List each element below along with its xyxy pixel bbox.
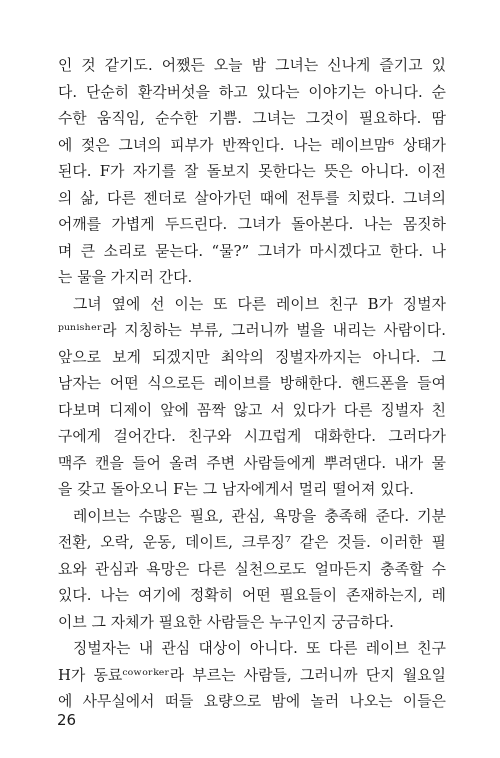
text-line: H가 동료ᶜᵒʷᵒʳᵏᵉʳ라 부르는 사람들, 그러니까 단지 월요일 xyxy=(58,666,446,684)
body-text xyxy=(58,53,446,716)
text-line: 는 물을 가지러 간다. xyxy=(58,269,193,286)
text-line: 에 사무실에서 떠들 요량으로 밤에 놀러 나오는 이들은 xyxy=(58,693,446,710)
text-line: 수한 움직임, 순수한 기쁨. 그녀는 그것이 필요하다. 땀 xyxy=(58,110,446,127)
text-line: 의 삶, 다른 젠더로 살아가던 때에 전투를 치렀다. 그녀의 xyxy=(58,189,446,207)
text-line: 인 것 같기도. 어쨌든 오늘 밤 그녀는 신나게 즐기고 있 xyxy=(58,57,446,74)
text-line: 된다. F가 자기를 잘 돌보지 못한다는 뜻은 아니다. 이전 xyxy=(58,163,446,180)
text-line: 맥주 캔을 들어 올려 주변 사람들에게 뿌려댄다. 내가 물 xyxy=(58,454,446,472)
text-line: 징벌자는 내 관심 대상이 아니다. 또 다른 레이브 친구 xyxy=(73,640,446,657)
text-line: 다. 단순히 환각버섯을 하고 있다는 이야기는 아니다. 순 xyxy=(58,83,446,101)
text-line: 어깨를 가볍게 두드린다. 그녀가 돌아본다. 나는 몸짓하 xyxy=(58,216,446,233)
text-line: 그녀 옆에 선 이는 또 다른 레이브 친구 B가 징벌자 xyxy=(73,295,446,313)
text-line: 다보며 디제이 앞에 꼼짝 않고 서 있다가 다른 징벌자 친 xyxy=(58,401,446,419)
text-line: 전환, 오락, 운동, 데이트, 크루징⁷ 같은 것들. 이러한 필 xyxy=(58,534,446,551)
text-line: ᵖᵘⁿⁱˢʰᵉʳ라 지칭하는 부류, 그러니까 벌을 내리는 사람이다. xyxy=(58,322,446,339)
text-line: 며 큰 소리로 묻는다. “물?” 그녀가 마시겠다고 한다. 나 xyxy=(58,242,446,260)
page-number: 26 xyxy=(57,711,77,729)
text-line: 있다. 나는 여기에 정확히 어떤 필요들이 존재하는지, 레 xyxy=(58,587,446,604)
text-line: 구에게 걸어간다. 친구와 시끄럽게 대화한다. 그러다가 xyxy=(58,428,446,445)
text-line: 에 젖은 그녀의 피부가 반짝인다. 나는 레이브맘⁶ 상태가 xyxy=(58,136,446,154)
text-line: 요와 관심과 욕망은 다른 실천으로도 얼마든지 충족할 수 xyxy=(58,560,446,578)
text-line: 레이브는 수많은 필요, 관심, 욕망을 충족해 준다. 기분 xyxy=(73,507,446,525)
text-line: 을 갖고 돌아오니 F는 그 남자에게서 멀리 떨어져 있다. xyxy=(58,481,414,498)
text-line: 남자는 어떤 식으로든 레이브를 방해한다. 핸드폰을 들여 xyxy=(58,375,446,392)
text-line: 앞으로 보게 되겠지만 최악의 징벌자까지는 아니다. 그 xyxy=(58,348,446,366)
text-line: 이브 그 자체가 필요한 사람들은 누구인지 궁금하다. xyxy=(58,613,394,631)
